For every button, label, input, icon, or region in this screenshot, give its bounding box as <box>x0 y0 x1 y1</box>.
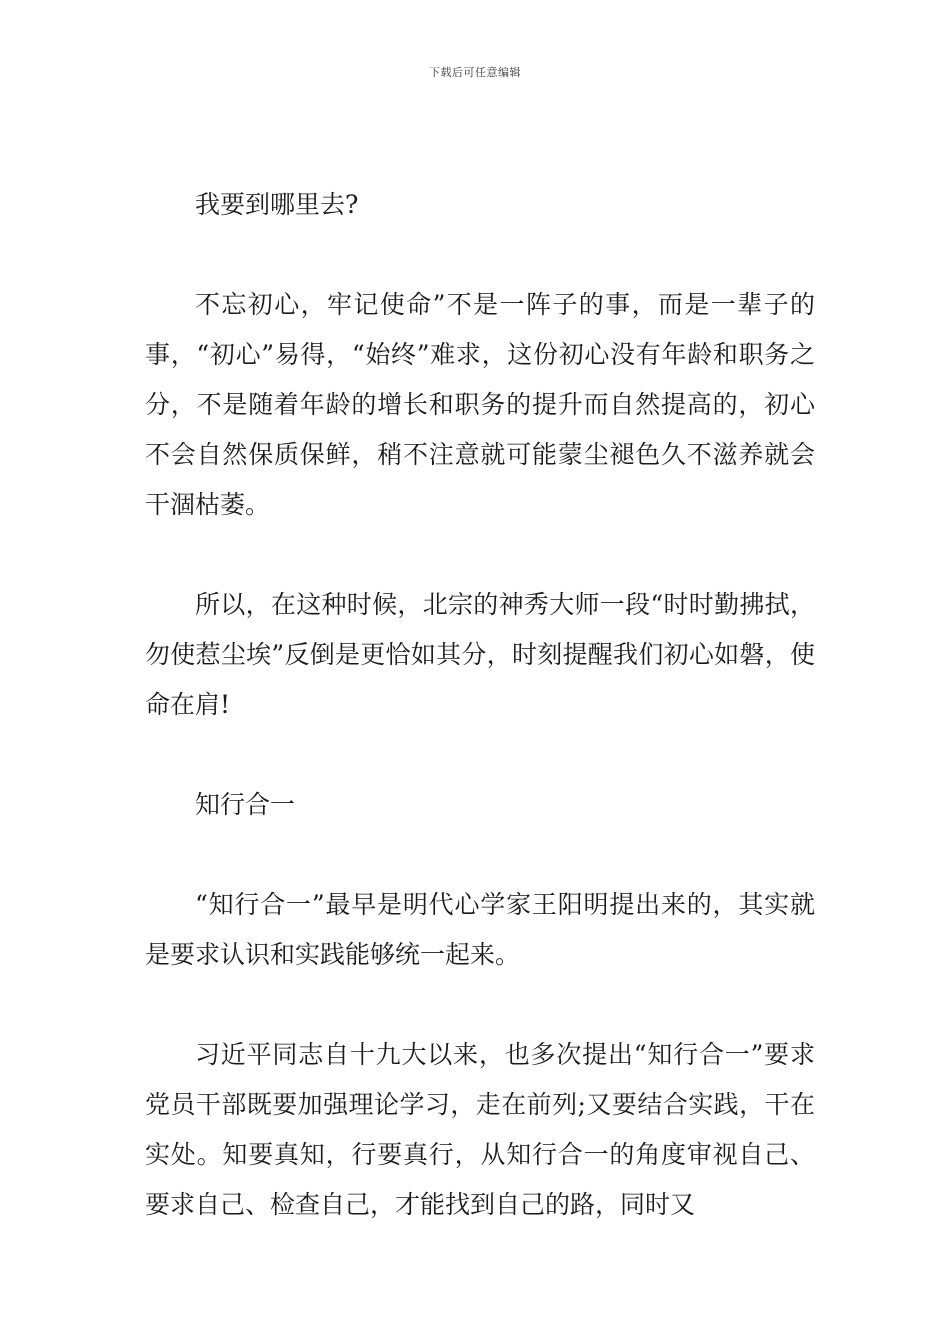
paragraph-shenxiu-quote: 所以，在这种时候，北宗的神秀大师一段“时时勤拂拭，勿使惹尘埃”反倒是更恰如其分，时刻提醒我们初心如磐，使命在肩! <box>145 590 815 719</box>
page-header-note: 下载后可任意编辑 <box>429 66 521 79</box>
paragraph-original-aspiration: 不忘初心，牢记使命”不是一阵子的事，而是一辈子的事，“初心”易得，“始终”难求，这份初心没有年龄和职务之分，不是随着年龄的增长和职务的提升而自然提高的，初心不会自然保质保鲜，稍不注意就可能蒙尘褪色久不滋养就会干涸枯萎。 <box>145 290 815 519</box>
paragraph-wang-yangming: “知行合一”最早是明代心学家王阳明提出来的，其实就是要求认识和实践能够统一起来。 <box>145 890 815 969</box>
paragraph-nineteenth-congress: 习近平同志自十九大以来，也多次提出“知行合一”要求党员干部既要加强理论学习，走在前列;又要结合实践，干在实处。知要真知，行要真行，从知行合一的角度审视自己、要求自己、检查自己，才能找到自己的路，同时又 <box>145 1040 815 1219</box>
section-heading-where-to-go: 我要到哪里去? <box>195 190 359 219</box>
section-heading-unity-of-knowledge-action: 知行合一 <box>195 790 296 819</box>
document-body <box>145 180 815 1280</box>
